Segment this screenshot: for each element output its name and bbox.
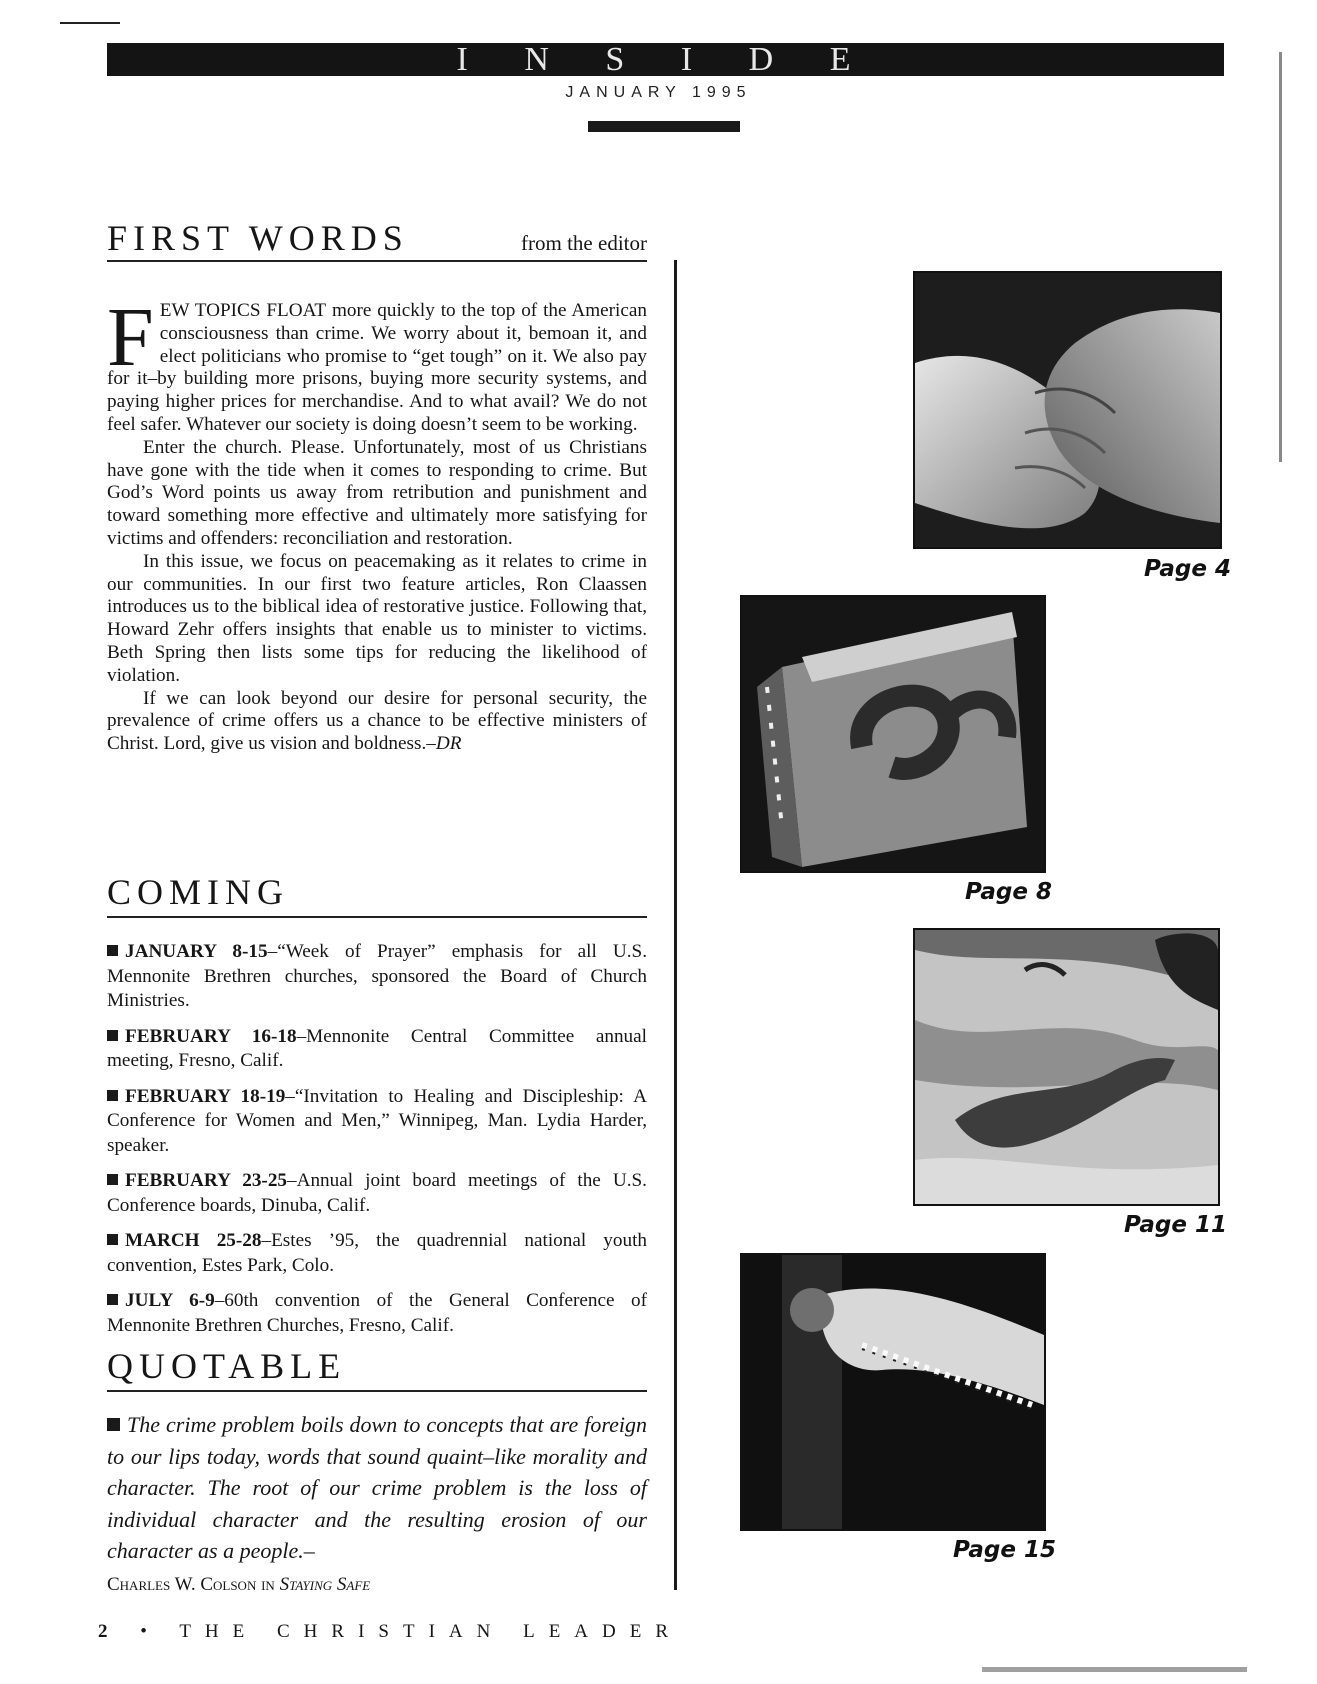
door-image [742, 1255, 1044, 1529]
event-item [107, 1085, 647, 1159]
quotable-title: QUOTABLE [107, 1346, 347, 1386]
caption-page-8: Page 8 [965, 879, 1052, 905]
editor-signature: DR [435, 733, 462, 755]
editorial-paragraph [107, 291, 647, 437]
section-banner: I N S I D E [107, 43, 1224, 76]
publication-name: THE CHRISTIAN LEADER [179, 1621, 683, 1642]
event-text: –Annual joint board meetings of the U.S. Conference boards, Dinuba, Calif. [107, 1170, 647, 1216]
quote-source: Staying Safe [279, 1573, 371, 1595]
caption-page-4: Page 4 [1144, 556, 1231, 582]
bullet-icon [107, 1030, 118, 1041]
paragraph-text: If we can look beyond our desire for personal security, the prevalence of crime offers us a chance to be effective ministers of Christ. Lord, give us vision and boldness.– [107, 687, 647, 755]
event-date: MARCH 25-28 [125, 1230, 262, 1251]
coming-heading [107, 872, 647, 918]
quote-author: Charles W. Colson in [107, 1573, 280, 1595]
event-date: JULY 6-9 [125, 1290, 215, 1311]
bullet-icon [107, 1418, 120, 1431]
bullet-icon [107, 1090, 118, 1101]
first-words-title: FIRST WORDS [107, 218, 409, 258]
event-date: FEBRUARY 18-19 [125, 1085, 286, 1107]
date-bar [588, 121, 740, 132]
event-date: FEBRUARY 16-18 [125, 1025, 297, 1047]
event-text: –“Invitation to Healing and Discipleship: A Conference for Women and Men,” Winnipeg, Man. Lydia Harder, speaker. [107, 1085, 647, 1156]
handshake-image [915, 273, 1220, 547]
top-rule [60, 22, 120, 24]
event-text: –Estes ’95, the quadrennial national youth convention, Estes Park, Colo. [107, 1230, 647, 1276]
page-number: 2 [98, 1621, 122, 1642]
caption-page-15: Page 15 [953, 1537, 1056, 1563]
coming-title: COMING [107, 872, 290, 912]
event-text: –60th convention of the General Conference of Mennonite Brethren Churches, Fresno, Calif. [107, 1290, 648, 1336]
quote-attribution [107, 1574, 370, 1595]
event-item [107, 940, 647, 1014]
page-footer [98, 1621, 682, 1643]
event-date: FEBRUARY 23-25 [125, 1170, 288, 1191]
event-text: –Mennonite Central Committee annual meeting, Fresno, Calif. [107, 1025, 647, 1071]
editorial-paragraph: In this issue, we focus on peacemaking as it relates to crime in our communities. In our first two feature articles, Ron Claassen introduces us to the biblical idea of restorative justice. Following that, Howard Zehr offers insights that enable us to minister to victims. Beth Spring then lists some tips for reducing the likelihood of violation. [107, 550, 647, 686]
scan-edge-bottom [982, 1667, 1247, 1672]
bullet-icon [107, 1174, 118, 1185]
first-words-subtitle: from the editor [521, 231, 647, 255]
bullet-icon [107, 1294, 118, 1305]
bullet-icon [107, 1234, 118, 1245]
engraving-image [915, 930, 1218, 1204]
paragraph-text: more quickly to the top of the American consciousness than crime. We worry about it, bemoan it, and elect politicians who promise to “get tough” on it. We also pay for it–by building more prisons, buying more security systems, and paying higher prices for merchandise. And to what avail? We do not feel safer. Whatever our society is doing doesn’t seem to be working. [107, 300, 647, 435]
event-item [107, 1169, 647, 1218]
drop-cap: F [107, 291, 154, 384]
quote-text: The crime problem boils down to concepts that are foreign to our lips today, words that sound quaint–like morality and character. The root of our crime problem is the loss of individual character and the resulting erosion of our character as a people.– [107, 1412, 647, 1563]
first-words-heading [107, 218, 647, 262]
footer-separator: • [140, 1621, 161, 1642]
editorial-body [107, 291, 647, 756]
lead-in: EW TOPICS FLOAT [159, 300, 327, 321]
editorial-paragraph [107, 688, 647, 756]
pull-quote [107, 1409, 647, 1600]
bullet-icon [107, 945, 118, 956]
door-lock-photo[interactable] [740, 1253, 1046, 1531]
event-date: JANUARY 8-15 [125, 941, 268, 962]
event-item [107, 1229, 647, 1278]
event-item [107, 1289, 647, 1338]
bible-handcuffs-photo[interactable] [740, 595, 1046, 873]
column-rule [674, 260, 677, 1590]
event-item [107, 1025, 647, 1074]
event-text: –“Week of Prayer” emphasis for all U.S. Mennonite Brethren churches, sponsored the Board of Church Ministries. [107, 941, 647, 1011]
engraving-photo[interactable] [913, 928, 1220, 1206]
quotable-heading [107, 1346, 647, 1392]
bible-image [742, 597, 1044, 871]
scan-edge [1279, 52, 1282, 462]
issue-date: JANUARY 1995 [565, 84, 752, 101]
editorial-paragraph: Enter the church. Please. Unfortunately, most of us Christians have gone with the tide when it comes to responding to crime. But God’s Word points us away from retribution and punishment and toward something more effective and ultimately more satisfying for victims and offenders: reconciliation and restoration. [107, 436, 647, 549]
events-list [107, 940, 647, 1349]
caption-page-11: Page 11 [1124, 1212, 1227, 1238]
handshake-photo[interactable] [913, 271, 1222, 549]
